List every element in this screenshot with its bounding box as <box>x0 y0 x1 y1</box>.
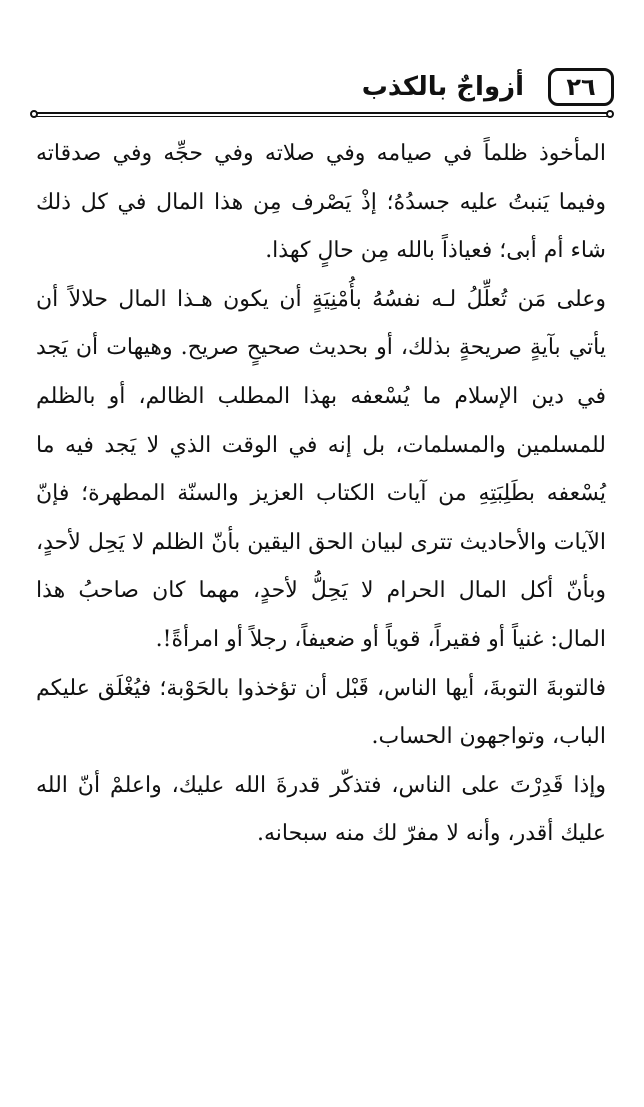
body-text <box>36 130 606 859</box>
header-rule <box>30 110 614 120</box>
rule-end-ornament <box>606 110 614 118</box>
paragraph: وعلى مَن تُعلِّلُ لـه نفسُهُ بأُمْنِيَةٍ أن يكون هـذا المال حلالاً أن يأتي بآيةٍ صريحةٍ بذلك، أو بحديث صحيحٍ صريح. وهيهات أن يَجد في دين الإسلام ما يُسْعفه بهذا المطلب الظالم، أو بالظلم للمسلمين والمسلمات، بل إنه في الوقت الذي لا يَجد فيه ما يُسْعفه بطَلِبَتِهِ من آيات الكتاب العزيز والسنّة المطهرة؛ فإنّ الآيات والأحاديث تترى لبيان الحق اليقين بأنّ الظلم لا يَحِل لأحدٍ، وبأنّ أكل المال الحرام لا يَحِلُّ لأحدٍ، مهما كان صاحبُ هذا المال: غنياً أو فقيراً، قوياً أو ضعيفاً، رجلاً أو امرأةً!. <box>36 286 606 652</box>
rule-thick-line <box>36 112 608 114</box>
paragraph: وإذا قَدِرْتَ على الناس، فتذكّر قدرةَ الله عليك، واعلمْ أنّ الله عليك أقدر، وأنه لا مفرّ لك منه سبحانه. <box>36 772 606 847</box>
rule-thin-line <box>36 116 608 117</box>
page-number: ٢٦ <box>548 68 614 106</box>
paragraph: فالتوبةَ التوبةَ، أيها الناس، قَبْل أن تؤخذوا بالحَوْبة؛ فيُغْلَق عليكم الباب، وتواجهون الحساب. <box>36 675 606 750</box>
paragraph: المأخوذ ظلماً في صيامه وفي صلاته وفي حجِّه وفي صدقاته وفيما يَنبتُ عليه جسدُهُ؛ إذْ يَصْرف مِن هذا المال في كل ذلك شاء أم أبى؛ فعياذاً بالله مِن حالٍ كهذا. <box>36 141 606 264</box>
running-title: أزواجٌ بالكذب <box>361 72 524 102</box>
page-header <box>30 62 614 112</box>
rule-end-ornament <box>30 110 38 118</box>
